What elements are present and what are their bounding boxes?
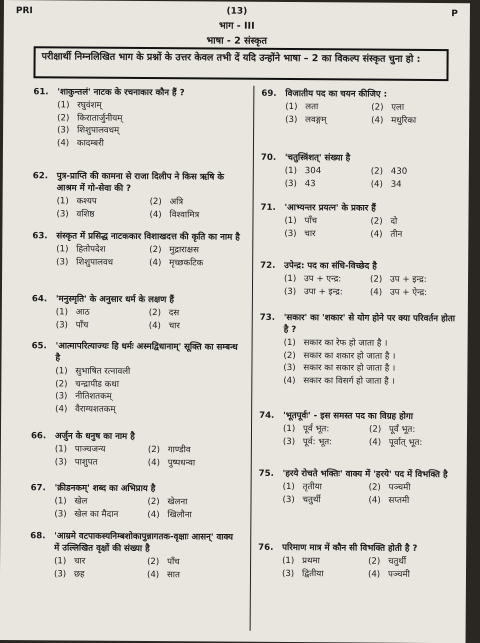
answer-option[interactable]: [54, 495, 147, 508]
question-text: 'शाकुन्तलं' नाटक के रचनाकार कौन हैं ?: [57, 87, 185, 99]
option-number: (1): [285, 101, 298, 113]
options-list: [55, 365, 241, 416]
option-number: (2): [147, 497, 160, 508]
option-number: (4): [367, 569, 381, 580]
option-text: कादम्बरी: [76, 138, 104, 149]
option-text: तीन: [390, 229, 403, 240]
question-66: [31, 430, 241, 469]
option-number: (1): [56, 196, 69, 207]
answer-option[interactable]: [370, 274, 456, 287]
option-text: चार: [168, 320, 180, 331]
option-number: (1): [282, 555, 295, 567]
question-text: 'हरये रोचते भक्तिः' वाक्य में 'हरये' पद में विभक्ति है: [282, 468, 448, 481]
question-63: [32, 230, 242, 269]
option-number: (4): [55, 403, 68, 414]
option-text: एला: [391, 102, 405, 113]
question-text: उपेन्द्र: पद का संधि-विच्छेद है: [284, 260, 377, 272]
option-number: (1): [57, 100, 70, 111]
option-number: (1): [55, 366, 68, 377]
question-74: [259, 410, 455, 449]
question-number: 72.: [260, 260, 276, 271]
answer-option[interactable]: [370, 286, 456, 299]
option-text: आठ: [75, 307, 90, 318]
option-text: पाञ्चजन्य: [74, 444, 106, 455]
option-text: 430: [390, 166, 408, 177]
option-number: (3): [56, 256, 69, 267]
options-list: [285, 165, 457, 191]
answer-option[interactable]: [148, 444, 241, 457]
answer-option[interactable]: [284, 215, 370, 228]
question-73: [259, 312, 456, 388]
option-text: दो: [390, 216, 398, 227]
option-number: (2): [371, 102, 384, 113]
answer-option[interactable]: [283, 362, 455, 376]
answer-option[interactable]: [56, 306, 149, 319]
question-text: 'भूतपूर्वः' - इस समस्त पद का विग्रह होगा: [283, 410, 414, 422]
option-text: द्वितीया: [301, 568, 324, 579]
question-text: 'आभ्यन्तर प्रयत्न' के प्रकार हैं: [284, 202, 376, 214]
question-number: 75.: [258, 468, 274, 479]
answer-option[interactable]: [284, 337, 456, 351]
option-number: (4): [56, 137, 70, 148]
option-number: (2): [370, 166, 384, 177]
question-text: विजातीय पद का चयन कीजिए :: [285, 88, 388, 100]
option-text: 43: [304, 178, 316, 189]
answer-option[interactable]: [149, 209, 242, 222]
option-number: (3): [283, 286, 297, 297]
question-text: परिमाण मात्र में कौन सी विभक्ति होती है ?: [282, 542, 418, 554]
option-number: (2): [55, 378, 68, 389]
answer-option[interactable]: [147, 496, 240, 509]
question-number: 62.: [32, 171, 49, 182]
question-number: 65.: [31, 341, 47, 352]
option-number: (1): [282, 481, 295, 493]
answer-option[interactable]: [148, 457, 241, 470]
answer-option[interactable]: [54, 568, 147, 581]
option-number: (2): [149, 245, 162, 256]
answer-option[interactable]: [149, 244, 242, 257]
option-number: (3): [282, 436, 296, 447]
answer-option[interactable]: [368, 568, 454, 581]
option-number: (3): [57, 125, 70, 136]
option-text: पाशुपत: [74, 457, 98, 468]
option-number: (1): [282, 423, 296, 435]
option-text: सकार का विसर्ग हो जाता है ।: [303, 375, 395, 387]
option-text: मृच्छकटिक: [169, 257, 204, 268]
question-number: 68.: [30, 531, 46, 542]
answer-option[interactable]: [55, 456, 148, 469]
header-left: PRI: [15, 6, 33, 17]
options-list: [284, 215, 456, 241]
answer-option[interactable]: [149, 320, 242, 333]
option-text: मुद्राराक्षस: [169, 245, 199, 256]
question-number: 63.: [32, 231, 48, 242]
option-text: पूर्वं भूत:: [302, 424, 330, 435]
page-number: (13): [226, 6, 248, 17]
option-text: सकार का रेफ हो जाता है ।: [303, 338, 388, 349]
option-text: सप्तमी: [388, 495, 410, 506]
options-list: [282, 481, 454, 507]
question-62: [32, 170, 242, 221]
answer-option[interactable]: [371, 102, 457, 115]
answer-option[interactable]: [147, 509, 240, 522]
option-text: सात: [166, 569, 180, 580]
option-text: पूर्वं भूत:: [388, 424, 416, 435]
option-text: पञ्चमी: [387, 569, 410, 580]
question-text: 'चतुस्त्रिंशत्' संख्या है: [284, 152, 351, 164]
answer-option[interactable]: [55, 403, 241, 417]
answer-option[interactable]: [368, 494, 454, 507]
option-number: (4): [368, 495, 381, 506]
options-list: [283, 337, 455, 388]
answer-option[interactable]: [370, 216, 456, 229]
option-number: (2): [368, 482, 381, 493]
option-text: उपा + इन्द्र:: [303, 286, 343, 297]
answer-option[interactable]: [283, 374, 455, 388]
question-67: [30, 482, 240, 521]
instruction-box: परीक्षार्थी निम्नलिखित भाग के प्रश्नों के उत्तर केवल तभी दें यदि उन्होंने भाषा – 2 का विकल्प संस्कृत चुना हो :: [33, 46, 448, 81]
answer-option[interactable]: [57, 195, 150, 208]
option-text: चतुर्थी: [388, 556, 407, 567]
option-number: (4): [283, 375, 296, 386]
option-number: (3): [283, 362, 296, 374]
option-text: किरातार्जुनीयम्: [77, 113, 123, 124]
option-text: चतुर्थी: [302, 494, 321, 505]
question-text: अर्जुन के धनुष का नाम है: [54, 431, 135, 442]
answer-option[interactable]: [369, 482, 455, 495]
question-number: 67.: [30, 483, 46, 494]
option-number: (4): [370, 229, 383, 240]
answer-option[interactable]: [368, 556, 454, 569]
answer-option[interactable]: [369, 424, 455, 437]
option-text: खेल: [74, 496, 88, 507]
answer-option[interactable]: [147, 556, 240, 569]
answer-option[interactable]: [285, 177, 371, 190]
question-76: [258, 542, 454, 581]
answer-option[interactable]: [283, 435, 369, 448]
answer-option[interactable]: [282, 567, 368, 580]
option-text: मधुरिका: [391, 115, 417, 126]
option-number: (3): [281, 568, 295, 579]
option-number: (4): [371, 115, 384, 126]
option-text: पूर्वात् भूत:: [388, 437, 423, 448]
option-text: चन्द्रापीड कथा: [75, 379, 120, 390]
option-text: विश्वामित्र: [169, 209, 200, 220]
question-text: 'मनुस्मृति' के अनुसार धर्म के लक्षण हैं: [55, 294, 174, 306]
option-text: लवङ्गम्: [305, 114, 327, 125]
answer-option[interactable]: [369, 436, 455, 449]
option-number: (4): [148, 320, 161, 331]
option-number: (2): [148, 308, 162, 319]
option-text: उप + इन्द्र:: [390, 274, 427, 285]
header-right: P: [451, 9, 458, 20]
option-number: (3): [53, 568, 67, 579]
option-text: पाँच: [167, 557, 180, 568]
option-number: (3): [56, 208, 69, 219]
question-number: 66.: [30, 431, 47, 442]
answer-option[interactable]: [284, 285, 370, 298]
option-text: पूर्व: भूत:: [302, 436, 333, 447]
options-list: [284, 273, 456, 299]
answer-option[interactable]: [370, 228, 456, 241]
option-number: (2): [368, 424, 382, 435]
option-text: अत्रि: [169, 197, 184, 208]
option-text: हितोपदेश: [76, 244, 106, 255]
option-text: पुष्पधन्वा: [167, 457, 196, 468]
option-text: खिलौना: [167, 509, 192, 520]
question-text: पुत्र-प्राप्ति की कामना से राजा दिलीप ने किस ऋषि के आश्रम में गो-सेवा की ?: [56, 171, 225, 194]
option-number: (3): [54, 456, 67, 467]
question-68: [30, 530, 240, 581]
option-text: सकार का सकार हो जाता है ।: [303, 363, 396, 374]
options-list: [282, 555, 454, 581]
option-text: पाँच: [304, 216, 318, 227]
answer-option[interactable]: [371, 114, 457, 127]
answer-option[interactable]: [283, 349, 455, 363]
question-number: 70.: [260, 152, 277, 163]
option-number: (3): [285, 114, 298, 125]
option-text: शिशुपालवध: [76, 257, 114, 268]
option-text: सकार का शकार हो जाता है ।: [303, 350, 396, 362]
option-text: शिशुपालवधम्: [77, 125, 120, 136]
question-number: 71.: [260, 202, 276, 213]
answer-option[interactable]: [282, 555, 368, 568]
option-text: चार: [74, 556, 86, 567]
answer-option[interactable]: [284, 227, 370, 240]
answer-option[interactable]: [285, 101, 371, 114]
option-number: (3): [55, 391, 68, 402]
option-text: गाण्डीव: [167, 445, 191, 456]
answer-option[interactable]: [285, 113, 371, 126]
answer-option[interactable]: [150, 196, 243, 209]
option-number: (1): [54, 496, 67, 507]
option-number: (3): [284, 178, 297, 189]
question-number: 64.: [31, 294, 48, 305]
option-text: दस: [168, 308, 180, 319]
option-number: (1): [54, 444, 68, 455]
option-text: लता: [305, 102, 319, 113]
answer-option[interactable]: [149, 257, 242, 270]
answer-option[interactable]: [56, 243, 149, 256]
option-number: (3): [55, 319, 68, 330]
option-number: (2): [147, 557, 160, 568]
answer-option[interactable]: [55, 443, 148, 456]
option-number: (3): [282, 494, 295, 505]
option-text: पञ्चमी: [388, 482, 411, 493]
option-number: (1): [54, 556, 67, 567]
option-text: उप + एन्द्र:: [304, 274, 342, 285]
option-number: (4): [149, 209, 162, 220]
option-text: कश्यप: [76, 196, 97, 207]
option-text: खेल का मैदान: [74, 509, 119, 520]
option-text: चार: [304, 228, 316, 239]
option-text: वशिष्ठ: [76, 209, 95, 220]
options-list: [56, 195, 242, 221]
options-list: [56, 243, 242, 269]
answer-option[interactable]: [56, 208, 149, 221]
answer-option[interactable]: [56, 256, 149, 269]
option-text: पाँच: [75, 320, 89, 331]
question-number: 69.: [261, 88, 277, 99]
option-text: नीतिशतकम्: [75, 391, 112, 402]
option-number: (2): [370, 274, 383, 285]
question-70: [261, 152, 457, 191]
question-number: 74.: [259, 410, 275, 421]
option-number: (1): [56, 244, 69, 255]
option-text: तृतीया: [302, 482, 322, 493]
answer-option[interactable]: [371, 166, 457, 179]
answer-option[interactable]: [54, 555, 147, 568]
option-text: 34: [390, 179, 402, 190]
question-number: 73.: [259, 312, 276, 323]
question-65: [31, 340, 242, 416]
question-64: [32, 293, 242, 332]
option-number: (1): [284, 273, 297, 285]
option-text: रघुवंशम्: [77, 100, 102, 111]
answer-option[interactable]: [283, 481, 369, 494]
options-list: [285, 101, 457, 127]
answer-option[interactable]: [56, 319, 149, 332]
options-list: [55, 443, 241, 469]
question-72: [260, 260, 456, 299]
option-number: (2): [57, 112, 70, 123]
option-number: (2): [370, 216, 383, 227]
answer-option[interactable]: [285, 165, 371, 178]
option-text: सुभाषित रत्नावली: [75, 366, 131, 377]
subject-title: भाषा - 2 संस्कृत: [206, 35, 267, 47]
question-75: [258, 468, 454, 507]
question-number: 61.: [33, 87, 49, 98]
answer-option[interactable]: [371, 178, 457, 191]
options-list: [283, 423, 455, 449]
question-number: 76.: [258, 542, 274, 553]
options-list: [57, 99, 243, 150]
option-number: (1): [284, 215, 297, 227]
answer-option[interactable]: [54, 508, 147, 521]
option-text: वैराग्यशतकम्: [75, 404, 116, 415]
question-text: 'सकार' का 'शकार' से योग होने पर क्या परिवर्तन होता है ?: [283, 312, 456, 336]
question-69: [261, 88, 457, 127]
answer-option[interactable]: [284, 273, 370, 286]
question-text: 'आत्मापरित्याज्यः हि धर्मः अस्मद्विधानाम्' सूक्ति का सम्बन्ध है: [55, 341, 238, 364]
option-number: (4): [149, 257, 162, 268]
option-number: (4): [147, 457, 160, 468]
answer-option[interactable]: [149, 307, 242, 320]
option-number: (1): [55, 307, 69, 318]
answer-option[interactable]: [283, 423, 369, 436]
option-text: 304: [304, 166, 322, 177]
column-divider: [250, 86, 255, 631]
option-number: (4): [369, 287, 383, 298]
options-list: [54, 495, 240, 521]
option-number: (4): [147, 509, 160, 520]
question-text: 'क्रीडनकम्' शब्द का अभिप्राय है: [54, 483, 156, 495]
option-number: (2): [368, 556, 381, 567]
option-number: (3): [284, 228, 297, 239]
option-number: (4): [146, 569, 160, 580]
option-number: (2): [147, 445, 161, 456]
option-number: (4): [370, 179, 383, 190]
option-text: छह: [73, 569, 85, 580]
question-61: [33, 86, 243, 150]
question-71: [260, 202, 456, 241]
options-list: [56, 306, 242, 332]
option-text: खेलना: [167, 497, 188, 508]
option-number: (2): [149, 197, 162, 208]
options-list: [54, 555, 240, 581]
question-text: संस्कृत में प्रसिद्ध नाटककार विशाखदत्त की कृति का नाम है: [56, 231, 240, 243]
answer-option[interactable]: [57, 137, 243, 151]
option-number: (1): [283, 337, 296, 349]
answer-option[interactable]: [282, 493, 368, 506]
option-number: (2): [283, 350, 296, 361]
option-text: उप + ऐन्द्र:: [389, 287, 428, 298]
option-number: (3): [54, 508, 67, 519]
part-title: भाग - III: [218, 20, 255, 32]
question-text: 'आम्रमे वटपाकस्यनिम्बशोकापुन्नागतक-वृक्षाः आसन्' वाक्य में उल्लिखित वृक्षों की संख्या है: [54, 531, 234, 555]
option-number: (4): [368, 437, 382, 448]
answer-option[interactable]: [147, 569, 240, 582]
option-number: (1): [284, 165, 298, 177]
option-text: प्रथमा: [302, 556, 320, 567]
